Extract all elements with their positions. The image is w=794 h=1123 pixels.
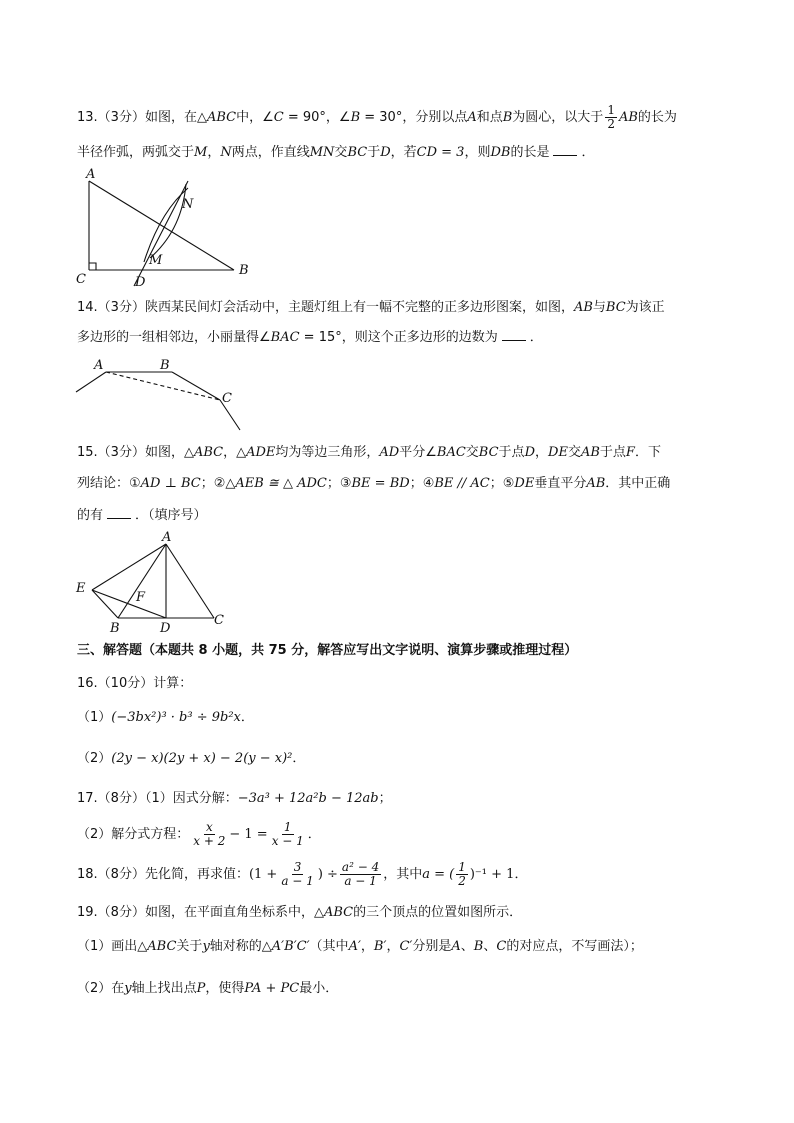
q15-segment-eb xyxy=(92,590,118,618)
answer-blank[interactable] xyxy=(553,143,577,156)
q15-text: ．其中正确 xyxy=(605,476,671,491)
q13-right-angle-mark xyxy=(89,263,96,270)
q15-conclusion-5: DE xyxy=(514,476,535,491)
q17-part-1 xyxy=(77,789,392,809)
fraction-denominator: a − 1 xyxy=(281,874,314,888)
fraction-numerator: x xyxy=(205,820,213,834)
q15-text: ；③ xyxy=(326,476,352,491)
q15-text: ，△ xyxy=(223,445,247,460)
q19-point-b-prime: B′ xyxy=(373,939,387,954)
q19-text: 轴上找出点 xyxy=(131,981,197,996)
part-label: （2）解分式方程： xyxy=(77,827,190,842)
q15-text: ， xyxy=(535,445,549,460)
q14-text: 为该正 xyxy=(625,300,665,315)
q14-text: 与 xyxy=(592,300,606,315)
fraction-denominator: x − 1 xyxy=(271,834,304,848)
q13-point-a: A xyxy=(467,110,477,125)
q13-triangle-name: ABC xyxy=(206,110,237,125)
q15-point-f: F xyxy=(625,445,635,460)
q13-text: 半径作弧，两弧交于 xyxy=(77,145,195,160)
q13-text: = 30°，分别以点 xyxy=(360,110,468,125)
fraction-numerator: 1 xyxy=(458,860,466,874)
q13-text: ， xyxy=(207,145,221,160)
q17-fraction-2 xyxy=(270,821,306,848)
q19-point-c-prime: C′ xyxy=(399,939,413,954)
q17-fraction-1 xyxy=(191,821,227,848)
q14-angle-bac: BAC xyxy=(270,330,300,345)
q13-line-1 xyxy=(77,104,677,131)
q15-conclusion-2: AEB ≅ △ ADC xyxy=(235,476,327,491)
q13-text: 的长为 xyxy=(637,110,677,125)
q15-text: ；②△ xyxy=(200,476,236,491)
q16-text: ． xyxy=(240,710,254,725)
q13-text: ． xyxy=(581,145,595,160)
q19-point-a-prime: A′ xyxy=(348,939,361,954)
q19-text: 关于 xyxy=(176,939,203,954)
q19-point-p: P xyxy=(196,981,206,996)
q19-text: 最小． xyxy=(299,981,339,996)
q19-y-axis: y xyxy=(124,981,132,996)
q13-label-m: M xyxy=(149,253,163,268)
q14-segment-bc: BC xyxy=(605,300,626,315)
q18-title: 18.（8分）先化简，再求值： xyxy=(77,867,249,882)
q18-fraction-2 xyxy=(340,861,381,888)
q13-point-d: D xyxy=(380,145,391,160)
q13-segment-db: DB xyxy=(490,145,511,160)
q13-cd-value: CD = 3 xyxy=(416,145,465,160)
q18-text: )⁻¹ + 1 xyxy=(469,867,515,882)
q17-title: 17.（8分）（1）因式分解： xyxy=(77,791,238,806)
q13-label-a: A xyxy=(86,167,96,182)
q13-text: 于 xyxy=(367,145,381,160)
q13-point-b: B xyxy=(502,110,513,125)
q17-part-2 xyxy=(77,818,321,852)
q13-text: 为圆心，以大于 xyxy=(512,110,604,125)
q14-text: 14.（3分）陕西某民间灯会活动中，主题灯组上有一幅不完整的正多边形图案，如图， xyxy=(77,300,574,315)
q19-point-a: A xyxy=(451,939,461,954)
q14-label-a: A xyxy=(94,358,104,373)
q13-text: 和点 xyxy=(476,110,503,125)
q15-triangle-abc: ABC xyxy=(193,445,224,460)
q14-label-c: C xyxy=(222,391,232,406)
fraction-numerator: 3 xyxy=(293,860,302,874)
q13-line-mn: MN xyxy=(309,145,335,160)
q15-label-d: D xyxy=(160,621,171,636)
q19-text: （2）在 xyxy=(77,981,125,996)
q17-expression-1: −3a³ + 12a²b − 12ab xyxy=(237,791,379,806)
q16-part-1 xyxy=(77,708,254,728)
q15-point-d: D xyxy=(524,445,535,460)
q15-segment-ad: AD xyxy=(379,445,400,460)
q18-fraction-1 xyxy=(279,861,315,888)
q15-side-ae xyxy=(92,544,166,590)
q19-point-b: B xyxy=(473,939,484,954)
q15-text: 垂直平分 xyxy=(534,476,587,491)
q15-segment-bc: BC xyxy=(478,445,499,460)
q15-text: 交 xyxy=(465,445,479,460)
q17-text: ； xyxy=(378,791,392,806)
q15-text: ．下 xyxy=(634,445,661,460)
q13-label-n: N xyxy=(182,197,194,212)
q14-line-1 xyxy=(77,298,665,318)
section-heading: 三、解答题（本题共 8 小题，共 75 分，解答应写出文字说明、演算步骤或推理过程） xyxy=(77,643,578,658)
q13-fraction-half xyxy=(605,104,617,131)
fraction-numerator: 1 xyxy=(607,103,615,117)
q16-part-2 xyxy=(77,749,305,769)
q17-text: − 1 = xyxy=(229,827,268,842)
q18-text: ，其中 xyxy=(383,867,423,882)
q15-segment-ab: AB xyxy=(586,476,606,491)
q15-text: ；④ xyxy=(409,476,435,491)
q15-text: 的有 xyxy=(77,508,104,523)
q13-angle-c: C xyxy=(273,110,284,125)
q19-title xyxy=(77,903,522,923)
q19-text: 19.（8分）如图，在平面直角坐标系中，△ xyxy=(77,905,324,920)
q13-text: ，则 xyxy=(464,145,491,160)
q19-triangle-abc: ABC xyxy=(147,939,177,954)
q13-text: 两点，作直线 xyxy=(231,145,310,160)
q15-label-a: A xyxy=(162,530,172,545)
q15-conclusion-1: AD ⊥ BC xyxy=(140,476,201,491)
q15-conclusion-3: BE = BD xyxy=(351,476,410,491)
q13-label-d: D xyxy=(135,275,146,288)
q15-label-e: E xyxy=(76,581,86,596)
q13-text: 的长是 xyxy=(510,145,550,160)
fraction-denominator: a − 1 xyxy=(344,874,377,888)
q19-point-c: C xyxy=(496,939,507,954)
q15-label-b: B xyxy=(110,621,120,636)
q15-line-2 xyxy=(77,474,670,494)
part-label: （1） xyxy=(77,710,112,725)
q19-text: 轴对称的△ xyxy=(209,939,272,954)
q19-text: 的三个顶点的位置如图所示． xyxy=(353,905,523,920)
q15-conclusion-4: BE // AC xyxy=(434,476,490,491)
q16-expression-1: (−3bx²)³ · b³ ÷ 9b²x xyxy=(111,710,241,725)
q19-part-2 xyxy=(77,979,338,999)
q15-side-ab xyxy=(118,544,166,618)
q13-figure xyxy=(72,166,262,288)
q19-triangle-abc: ABC xyxy=(323,905,354,920)
q15-line-1 xyxy=(77,443,661,463)
q19-expression: PA + PC xyxy=(244,981,300,996)
part-label: （2） xyxy=(77,751,112,766)
q14-line-2 xyxy=(77,328,543,348)
q15-text: 列结论：① xyxy=(77,476,141,491)
q18-text: a = ( xyxy=(422,867,455,882)
q13-text: = 90°，∠ xyxy=(283,110,351,125)
q19-triangle-prime: A′B′C′ xyxy=(271,939,310,954)
q16-title: 16.（10分）计算： xyxy=(77,676,193,691)
q15-angle-bac: BAC xyxy=(436,445,466,460)
q18-line xyxy=(77,858,527,892)
q16-text: ． xyxy=(292,751,306,766)
q13-point-n: N xyxy=(220,145,232,160)
q15-text: 平分∠ xyxy=(399,445,437,460)
answer-blank[interactable] xyxy=(107,506,131,519)
q14-text: ． xyxy=(529,330,543,345)
fraction-numerator: 1 xyxy=(283,820,292,834)
q15-segment-de: DE xyxy=(548,445,568,460)
q13-text: 中，∠ xyxy=(236,110,274,125)
q15-line-3 xyxy=(77,506,207,526)
q19-text: （其中 xyxy=(309,939,349,954)
q16-expression-2: (2y − x)(2y + x) − 2(y − x)² xyxy=(111,751,293,766)
q14-figure xyxy=(72,356,252,432)
q15-label-f: F xyxy=(136,590,146,605)
q15-triangle-ade: ADE xyxy=(246,445,276,460)
q15-figure xyxy=(72,528,232,636)
q19-y-axis: y xyxy=(202,939,210,954)
q14-label-b: B xyxy=(160,358,170,373)
q19-text: 分别是 xyxy=(412,939,452,954)
q19-text: ，使得 xyxy=(205,981,245,996)
q13-segment-bc: BC xyxy=(347,145,368,160)
q13-angle-b: B xyxy=(350,110,361,125)
q18-text: ) ÷ xyxy=(317,867,338,882)
q14-segment-ab: AB xyxy=(573,300,593,315)
q13-segment-ab: AB xyxy=(618,110,638,125)
q15-text: 15.（3分）如图，△ xyxy=(77,445,194,460)
q15-text: 均为等边三角形， xyxy=(275,445,380,460)
q13-text: 交 xyxy=(334,145,348,160)
q15-segment-ab: AB xyxy=(580,445,600,460)
q19-text: 的对应点，不写画法）； xyxy=(506,939,643,954)
q15-side-ed xyxy=(92,590,166,618)
q13-point-m: M xyxy=(194,145,208,160)
q19-text: （1）画出△ xyxy=(77,939,148,954)
q15-text: ；⑤ xyxy=(489,476,515,491)
q15-text: ．（填序号） xyxy=(135,508,207,523)
q13-label-c: C xyxy=(76,272,86,287)
q15-text: 于点 xyxy=(498,445,525,460)
q18-text: ． xyxy=(514,867,528,882)
fraction-denominator: x + 2 xyxy=(193,834,226,848)
fraction-denominator: 2 xyxy=(607,117,615,131)
q14-text: 多边形的一组相邻边，小丽量得∠ xyxy=(77,330,271,345)
fraction-numerator: a² − 4 xyxy=(341,860,380,874)
q19-part-1: （1）画出△ABC关于y轴对称的△A′B′C′（其中A′，B′，C′分别是A、B、C的对应点，不写画法）； xyxy=(77,939,643,954)
q13-text: 13.（3分）如图，在△ xyxy=(77,110,207,125)
q15-side-ac xyxy=(166,544,214,618)
q14-edge-left xyxy=(76,372,106,392)
q18-fraction-3 xyxy=(456,861,468,888)
q17-text: ． xyxy=(307,827,321,842)
q13-label-b: B xyxy=(239,263,249,278)
q14-diagonal-ac xyxy=(106,372,220,400)
q15-label-c: C xyxy=(214,613,224,628)
q15-text: 于点 xyxy=(599,445,626,460)
q18-text: (1 + xyxy=(248,867,278,882)
q14-side-bc xyxy=(172,372,220,400)
q13-line-2 xyxy=(77,143,595,163)
fraction-denominator: 2 xyxy=(458,874,466,888)
answer-blank[interactable] xyxy=(502,328,526,341)
q15-text: 交 xyxy=(567,445,581,460)
q14-text: = 15°，则这个正多边形的边数为 xyxy=(299,330,498,345)
q13-text: ，若 xyxy=(390,145,417,160)
